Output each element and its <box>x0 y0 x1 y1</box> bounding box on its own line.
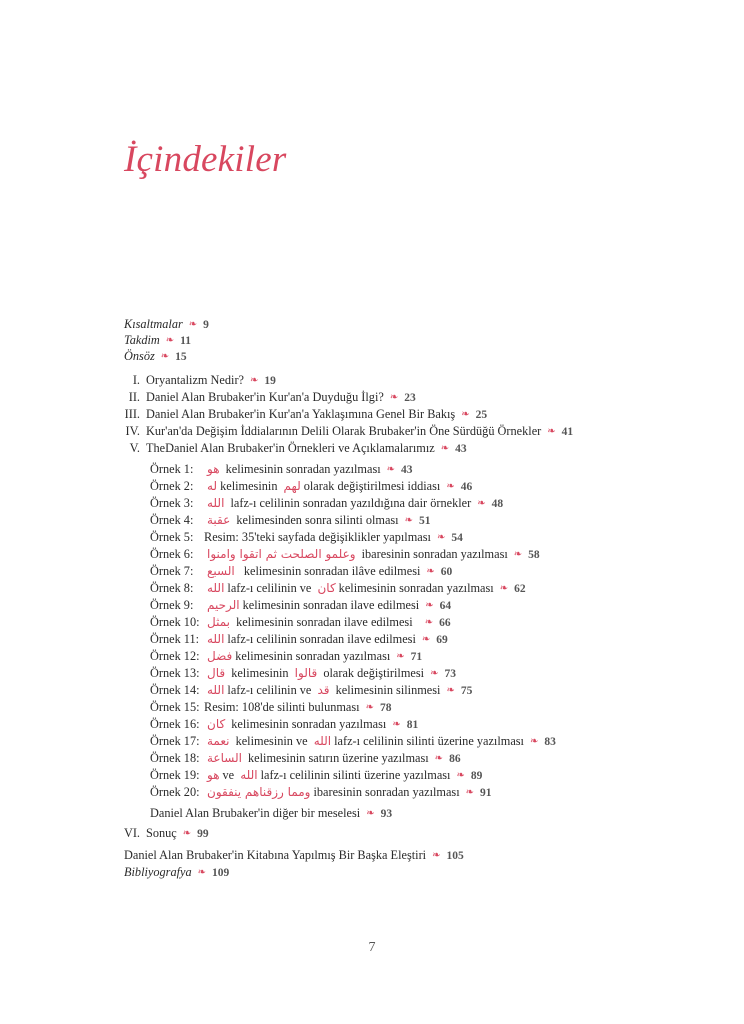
toc-example-2[interactable] <box>150 478 472 496</box>
example-label: Örnek 1: <box>150 462 194 476</box>
chapter-number: V. <box>129 441 140 455</box>
leaf-dingbat-icon: ❧ <box>461 409 470 420</box>
toc-example-16[interactable] <box>150 716 418 734</box>
leaf-dingbat-icon: ❧ <box>404 515 413 526</box>
example-text: lafz-ı celilinin ve <box>227 683 315 697</box>
chapter-number: I. <box>132 373 140 387</box>
toc-example-18[interactable] <box>150 750 461 768</box>
arabic-term: قالوا <box>294 666 318 680</box>
example-text: kelimesinin sonradan yazılması <box>338 581 494 595</box>
example-text: kelimesinin silinmesi <box>332 683 441 697</box>
arabic-term: قد <box>317 683 330 697</box>
leaf-dingbat-icon: ❧ <box>432 850 441 861</box>
leaf-dingbat-icon: ❧ <box>365 702 374 713</box>
toc-entry-baska-elestiri[interactable] <box>124 847 464 865</box>
page-number: 86 <box>449 753 461 765</box>
leaf-dingbat-icon: ❧ <box>434 753 444 764</box>
example-label: Örnek 16: <box>150 717 200 731</box>
arabic-term: هو <box>207 462 220 476</box>
arabic-term: ومما رزقناهم ينفقون <box>207 785 311 799</box>
arabic-term: الله <box>207 632 225 646</box>
toc-example-19[interactable] <box>150 767 482 785</box>
leaf-dingbat-icon: ❧ <box>197 867 207 878</box>
example-label: Örnek 17: <box>150 734 200 748</box>
toc-entry-label: Takdim <box>124 333 160 347</box>
leaf-dingbat-icon: ❧ <box>436 532 446 543</box>
example-text: ibaresinin sonradan yazılması <box>358 547 508 561</box>
toc-entry-label: Daniel Alan Brubaker'in Kur'an'a Yaklaşımına Genel Bir Bakış <box>146 407 456 421</box>
toc-example-7[interactable] <box>150 563 452 581</box>
leaf-dingbat-icon: ❧ <box>513 549 523 560</box>
page-title: İçindekiler <box>124 139 287 180</box>
toc-entry-label: Daniel Alan Brubaker'in Kitabına Yapılmış Bir Başka Eleştiri <box>124 848 427 862</box>
chapter-number: IV. <box>125 424 140 438</box>
example-text: kelimesinin sonradan yazılması <box>235 649 391 663</box>
example-text: kelimesinin sonradan yazılması <box>228 717 387 731</box>
page-number: 19 <box>264 375 276 387</box>
toc-entry-label: Kur'an'da Değişim İddialarının Delili Olarak Brubaker'in Öne Sürdüğü Örnekler <box>146 424 542 438</box>
example-label: Örnek 8: <box>150 581 194 595</box>
leaf-dingbat-icon: ❧ <box>547 426 556 437</box>
example-text: Resim: 35'teki sayfada değişiklikler yapılması <box>204 530 431 544</box>
toc-example-17[interactable] <box>150 733 556 751</box>
arabic-term: هو <box>207 768 220 782</box>
toc-entry-onsoz[interactable] <box>124 348 187 366</box>
page-number: 105 <box>446 850 464 862</box>
toc-chapter-3[interactable] <box>118 406 487 424</box>
example-text: lafz-ı celilinin sonradan ilave edilmesi <box>227 632 416 646</box>
leaf-dingbat-icon: ❧ <box>396 651 405 662</box>
leaf-dingbat-icon: ❧ <box>465 787 475 798</box>
page-number: 64 <box>439 600 452 612</box>
example-label: Örnek 3: <box>150 496 194 510</box>
toc-entry-diger-mesele[interactable] <box>150 805 392 823</box>
toc-entry-bibliyografya[interactable] <box>124 864 229 882</box>
leaf-dingbat-icon: ❧ <box>425 600 434 611</box>
toc-example-9[interactable] <box>150 597 451 615</box>
page-number: 46 <box>460 481 473 493</box>
arabic-term: الله <box>240 768 258 782</box>
arabic-term: السبع <box>207 564 235 578</box>
leaf-dingbat-icon: ❧ <box>165 335 175 346</box>
example-text: lafz-ı celilinin ve <box>227 581 315 595</box>
toc-example-8[interactable] <box>150 580 526 598</box>
example-text: ve <box>222 768 238 782</box>
arabic-term: كان <box>317 581 336 595</box>
example-label: Örnek 11: <box>150 632 200 646</box>
leaf-dingbat-icon: ❧ <box>182 828 192 839</box>
example-text: kelimesinin sonradan ilâve edilmesi <box>237 564 421 578</box>
page-number: 25 <box>475 409 488 421</box>
leaf-dingbat-icon: ❧ <box>389 392 399 403</box>
toc-example-20[interactable] <box>150 784 492 802</box>
example-label: Örnek 12: <box>150 649 200 663</box>
example-label: Örnek 19: <box>150 768 200 782</box>
arabic-term: نعمة <box>207 734 230 748</box>
page-number: 58 <box>528 549 540 561</box>
leaf-dingbat-icon: ❧ <box>188 319 198 330</box>
arabic-term: فضل <box>207 649 233 663</box>
leaf-dingbat-icon: ❧ <box>529 736 539 747</box>
toc-example-6[interactable] <box>150 546 540 564</box>
page-number: 81 <box>406 719 419 731</box>
arabic-term: له <box>207 479 218 493</box>
example-text: lafz-ı celilinin sonradan yazıldığına dair örnekler <box>227 496 472 510</box>
leaf-dingbat-icon: ❧ <box>392 719 401 730</box>
leaf-dingbat-icon: ❧ <box>250 375 259 386</box>
example-label: Örnek 7: <box>150 564 194 578</box>
example-text: kelimesinin sonradan ilave edilmesi <box>242 598 420 612</box>
toc-example-5[interactable] <box>150 529 463 547</box>
arabic-term: قال <box>207 666 226 680</box>
page-number: 11 <box>180 335 192 347</box>
example-text: lafz-ı celilinin silinti üzerine yazılması <box>260 768 451 782</box>
example-label: Örnek 4: <box>150 513 194 527</box>
page-number: 66 <box>439 617 451 629</box>
arabic-term: الله <box>313 734 332 748</box>
arabic-term: الله <box>207 581 225 595</box>
page-number: 62 <box>514 583 526 595</box>
toc-example-1[interactable] <box>150 461 413 479</box>
example-text: Resim: 108'de silinti bulunması <box>204 700 360 714</box>
toc-chapter-2[interactable] <box>118 389 416 407</box>
toc-entry-label: Sonuç <box>146 826 177 840</box>
example-text: olarak değiştirilmesi iddiası <box>303 479 441 493</box>
toc-example-4[interactable] <box>150 512 431 530</box>
toc-example-14[interactable] <box>150 682 472 700</box>
page-number: 51 <box>419 515 431 527</box>
arabic-term: الساعة <box>207 751 242 765</box>
page-number: 78 <box>379 702 392 714</box>
example-text: kelimesinin <box>228 666 292 680</box>
arabic-term: الله <box>207 496 225 510</box>
leaf-dingbat-icon: ❧ <box>160 351 170 362</box>
page-number: 71 <box>410 651 423 663</box>
toc-entry-label: Daniel Alan Brubaker'in Kur'an'a Duyduğu İlgi? <box>146 390 384 404</box>
toc-entry-label: Oryantalizm Nedir? <box>146 373 244 387</box>
page-number: 99 <box>197 828 209 840</box>
leaf-dingbat-icon: ❧ <box>477 498 486 509</box>
page-number: 89 <box>470 770 483 782</box>
page-number: 54 <box>451 532 463 544</box>
toc-example-11[interactable] <box>150 631 448 649</box>
arabic-term: وعلمو الصلحت ثم اتقوا وامنوا <box>207 547 356 561</box>
page-number: 48 <box>491 498 504 510</box>
toc-chapter-4[interactable] <box>118 423 573 441</box>
toc-example-15[interactable] <box>150 699 391 717</box>
page-number: 43 <box>455 443 467 455</box>
example-text: kelimesinin sonradan yazılması <box>222 462 381 476</box>
arabic-term: كان <box>207 717 226 731</box>
example-label: Örnek 10: <box>150 615 200 629</box>
toc-example-3[interactable] <box>150 495 503 513</box>
leaf-dingbat-icon: ❧ <box>499 583 509 594</box>
example-label: Örnek 20: <box>150 785 200 799</box>
arabic-term: بمثل <box>207 615 230 629</box>
example-text: lafz-ı celilinin silinti üzerine yazılması <box>334 734 524 748</box>
arabic-term: لهم <box>283 479 301 493</box>
leaf-dingbat-icon: ❧ <box>440 443 450 454</box>
example-label: Örnek 2: <box>150 479 194 493</box>
leaf-dingbat-icon: ❧ <box>386 464 396 475</box>
example-label: Örnek 13: <box>150 666 200 680</box>
chapter-number: III. <box>124 407 140 421</box>
page-number: 83 <box>544 736 556 748</box>
toc-chapter-6[interactable] <box>118 825 209 843</box>
toc-entry-label: Kısaltmalar <box>124 317 183 331</box>
example-text: olarak değiştirilmesi <box>320 666 425 680</box>
page-number: 91 <box>480 787 492 799</box>
example-text: kelimesinin ve <box>232 734 311 748</box>
toc-example-10[interactable] <box>150 614 451 632</box>
arabic-term: الله <box>207 683 225 697</box>
page-number: 41 <box>561 426 574 438</box>
example-label: Örnek 14: <box>150 683 200 697</box>
page-number: 23 <box>404 392 416 404</box>
chapter-number: VI. <box>123 826 140 840</box>
example-label: Örnek 5: <box>150 530 194 544</box>
leaf-dingbat-icon: ❧ <box>366 808 375 819</box>
example-text: kelimesinin satırın üzerine yazılması <box>244 751 429 765</box>
leaf-dingbat-icon: ❧ <box>430 668 439 679</box>
page-number: 60 <box>440 566 453 578</box>
toc-chapter-5[interactable] <box>118 440 467 458</box>
toc-example-13[interactable] <box>150 665 456 683</box>
toc-entry-label: Daniel Alan Brubaker'in diğer bir meselesi <box>150 806 361 820</box>
page-number: 9 <box>203 319 209 331</box>
example-text: ibaresinin sonradan yazılması <box>313 785 460 799</box>
leaf-dingbat-icon: ❧ <box>456 770 465 781</box>
example-text: kelimesinden sonra silinti olması <box>233 513 399 527</box>
page-number: 93 <box>380 808 393 820</box>
page-number: 43 <box>401 464 413 476</box>
page-number: 73 <box>444 668 456 680</box>
page-number: 75 <box>460 685 473 697</box>
toc-example-12[interactable] <box>150 648 422 666</box>
example-label: Örnek 9: <box>150 598 194 612</box>
example-label: Örnek 18: <box>150 751 200 765</box>
toc-entry-label: Bibliyografya <box>124 865 192 879</box>
leaf-dingbat-icon: ❧ <box>421 634 431 645</box>
page-folio-number: 7 <box>368 940 376 955</box>
toc-entry-label: Önsöz <box>124 349 155 363</box>
toc-chapter-1[interactable] <box>118 372 276 390</box>
arabic-term: عقبة <box>207 513 231 527</box>
leaf-dingbat-icon: ❧ <box>424 617 434 628</box>
chapter-number: II. <box>128 390 140 404</box>
example-text: kelimesinin sonradan ilave edilmesi <box>233 615 419 629</box>
example-label: Örnek 6: <box>150 547 194 561</box>
page-number: 109 <box>212 867 230 879</box>
example-label: Örnek 15: <box>150 700 200 714</box>
leaf-dingbat-icon: ❧ <box>446 481 455 492</box>
arabic-term: الرحيم <box>207 598 240 612</box>
page-number: 69 <box>436 634 448 646</box>
example-text: kelimesinin <box>220 479 281 493</box>
leaf-dingbat-icon: ❧ <box>426 566 435 577</box>
page-number: 15 <box>175 351 187 363</box>
leaf-dingbat-icon: ❧ <box>446 685 455 696</box>
toc-entry-label: TheDaniel Alan Brubaker'in Örnekleri ve Açıklamalarımız <box>146 441 435 455</box>
